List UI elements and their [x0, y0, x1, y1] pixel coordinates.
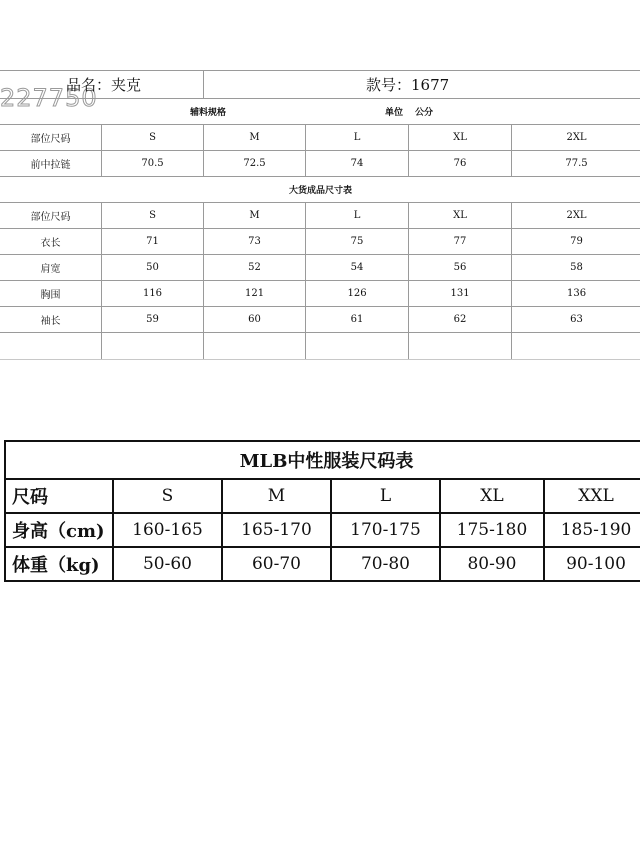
size-chart — [4, 440, 640, 582]
size-chart-title-row — [5, 441, 640, 479]
size-chart-table — [4, 440, 640, 582]
style-number: 款号：1677 — [204, 71, 640, 99]
trim-section-row — [0, 99, 640, 125]
size-chart-title: MLB中性服装尺码表 — [5, 441, 640, 479]
table-row: 肩宽 50 52 54 56 58 — [0, 255, 640, 281]
finished-section-row — [0, 177, 640, 203]
spec-sheet — [0, 70, 640, 360]
unit-label: 单位 公分 — [384, 108, 434, 118]
blank-row — [0, 333, 640, 360]
product-header-row — [0, 71, 640, 99]
watermark-text: 227750 — [0, 84, 98, 112]
height-row: 身高（cm) 160-165 165-170 170-175 175-180 185-190 — [5, 513, 640, 547]
product-name: 品名：夹克 — [0, 71, 204, 99]
trim-header-row: 部位尺码 S M L XL 2XL — [0, 125, 640, 151]
weight-row: 体重（kg) 50-60 60-70 70-80 80-90 90-100 — [5, 547, 640, 581]
table-row: 胸围 116 121 126 131 136 — [0, 281, 640, 307]
trim-section-title: 辅料规格 — [190, 108, 227, 118]
table-row: 衣长 71 73 75 77 79 — [0, 229, 640, 255]
finished-section-title: 大货成品尺寸表 — [0, 177, 640, 203]
finished-header-row: 部位尺码 S M L XL 2XL — [0, 203, 640, 229]
trim-data-row: 前中拉链 70.5 72.5 74 76 77.5 — [0, 151, 640, 177]
size-chart-header-row: 尺码 S M L XL XXL — [5, 479, 640, 513]
spec-table — [0, 70, 640, 360]
table-row: 袖长 59 60 61 62 63 — [0, 307, 640, 333]
